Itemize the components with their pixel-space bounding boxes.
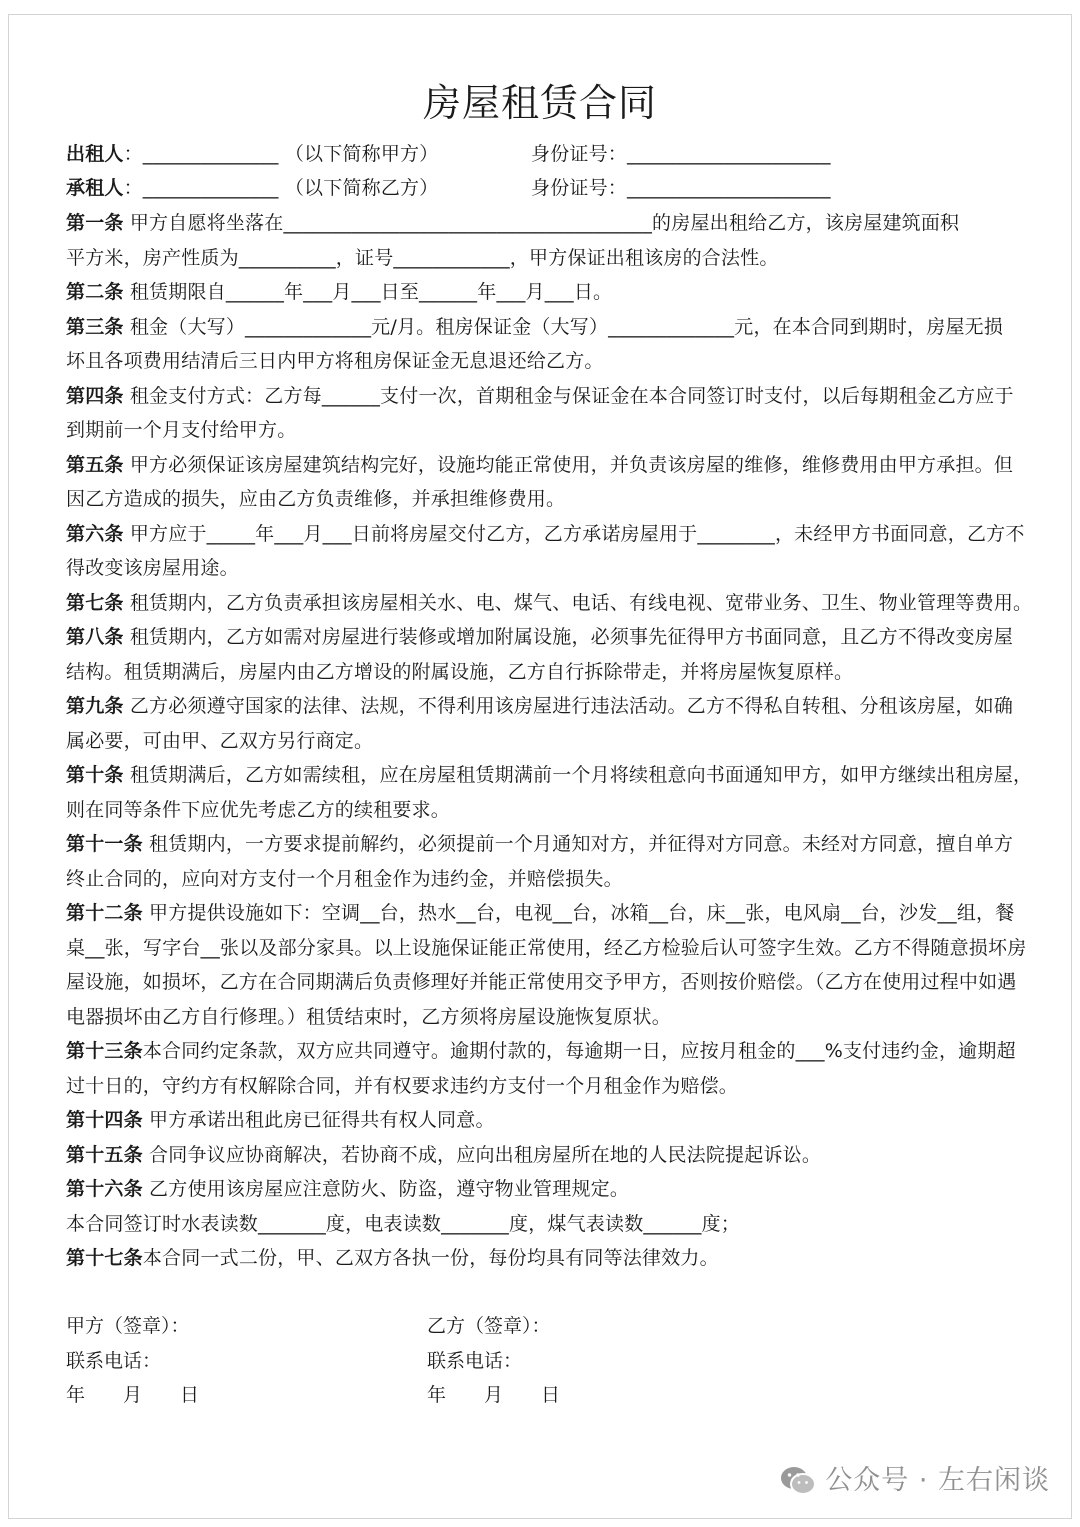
- clause-text: 租赁期内，乙方负责承担该房屋相关水、电、煤气、电话、有线电视、宽带业务、卫生、物业管理等费用。: [123, 592, 1033, 614]
- clause-number: 第二条: [66, 281, 124, 303]
- clause-line: [66, 452, 1026, 478]
- clause-continuation: [66, 348, 1026, 374]
- clause-line: [66, 521, 1026, 547]
- id-number-field: 身份证号：_____________________: [531, 177, 831, 199]
- clause-text: 乙方必须遵守国家的法律、法规，不得利用该房屋进行违法活动。乙方不得私自转租、分租该房屋，如确: [123, 695, 1014, 717]
- clause-text: 租金支付方式：乙方每______支付一次，首期租金与保证金在本合同签订时支付，以后每期租金乙方应于: [123, 385, 1014, 407]
- clause-continuation: [66, 1004, 1026, 1030]
- clause-number: 第十五条: [66, 1144, 143, 1166]
- clause-continuation: [66, 245, 1026, 271]
- clause-continuation: [66, 659, 1026, 685]
- left-signature-seal-field: 甲方（签章）：: [66, 1315, 190, 1337]
- clause-number: 第十四条: [66, 1109, 143, 1131]
- clause-line: [66, 624, 1026, 650]
- clause-continuation: [66, 935, 1026, 961]
- clause-number: 第六条: [66, 523, 124, 545]
- clause-number: 第十条: [66, 764, 124, 786]
- clause-continuation: [66, 486, 1026, 512]
- clause-text: 租金（大写）_____________元/月。租房保证金（大写）_____________元，在本合同到期时，房屋无损: [123, 316, 1004, 338]
- clause-text: 本合同约定条款，双方应共同遵守。逾期付款的，每逾期一日，应按月租金的___%支付违约金，逾期超: [142, 1040, 1016, 1062]
- clause-text: 甲方承诺出租此房已征得共有权人同意。: [142, 1109, 495, 1131]
- party-label: 出租人: [66, 143, 124, 165]
- document-title: 房屋租赁合同: [422, 81, 657, 125]
- clause-text: 租赁期限自______年___月___日至______年___月___日。: [123, 281, 613, 303]
- clause-number: 第十六条: [66, 1178, 143, 1200]
- party-label: 承租人: [66, 177, 124, 199]
- clause-line: [66, 279, 1026, 305]
- clause-number: 第三条: [66, 316, 124, 338]
- clause-line: [66, 693, 1026, 719]
- party-name-field: ：______________ （以下简称乙方）: [123, 177, 439, 199]
- clause-text: 电器损坏由乙方自行修理。）租赁结束时，乙方须将房屋设施恢复原状。: [66, 1006, 671, 1028]
- clause-continuation: [66, 728, 1026, 754]
- clause-continuation: [66, 555, 1026, 581]
- clause-text: 合同争议应协商解决，若协商不成，应向出租房屋所在地的人民法院提起诉讼。: [142, 1144, 822, 1166]
- clause-line: [66, 590, 1033, 616]
- clause-text: 平方米，房产性质为__________，证号____________，甲方保证出租该房的合法性。: [66, 247, 779, 269]
- left-date-field: 年 月 日: [66, 1384, 200, 1406]
- clause-line: [66, 762, 1033, 788]
- clause-continuation: [66, 1073, 1026, 1099]
- clause-text: 结构。租赁期满后，房屋内由乙方增设的附属设施，乙方自行拆除带走，并将房屋恢复原样。: [66, 661, 854, 683]
- id-number-field: 身份证号：_____________________: [531, 143, 831, 165]
- clause-number: 第十二条: [66, 902, 143, 924]
- clause-line: [66, 1245, 1026, 1271]
- clause-number: 第五条: [66, 454, 124, 476]
- clause-continuation: [66, 866, 1026, 892]
- clause-number: 第七条: [66, 592, 124, 614]
- clause-text: 终止合同的，应向对方支付一个月租金作为违约金，并赔偿损失。: [66, 868, 623, 890]
- clause-text: 到期前一个月支付给甲方。: [66, 419, 297, 441]
- clause-text: 得改变该房屋用途。: [66, 557, 239, 579]
- clause-line: [66, 900, 1026, 926]
- clause-line: [66, 210, 1026, 236]
- clause-continuation: [66, 797, 1026, 823]
- right-date-field: 年 月 日: [427, 1384, 561, 1406]
- party-line: [66, 175, 1026, 201]
- clause-number: 第九条: [66, 695, 124, 717]
- watermark: [779, 1464, 1050, 1498]
- clause-text: 坏且各项费用结清后三日内甲方将租房保证金无息退还给乙方。: [66, 350, 604, 372]
- clause-line: [66, 383, 1026, 409]
- clause-text: 甲方必须保证该房屋建筑结构完好，设施均能正常使用，并负责该房屋的维修，维修费用由甲方承担。但: [123, 454, 1014, 476]
- party-line: [66, 141, 1026, 167]
- clause-text: 租赁期内，乙方如需对房屋进行装修或增加附属设施，必须事先征得甲方书面同意，且乙方不得改变房屋: [123, 626, 1014, 648]
- clause-text: 桌__张，写字台__张以及部分家具。以上设施保证能正常使用，经乙方检验后认可签字生效。乙方不得随意损坏房: [66, 937, 1027, 959]
- clause-line: [66, 831, 1026, 857]
- clause-text: 甲方应于_____年___月___日前将房屋交付乙方，乙方承诺房屋用于________，未经甲方书面同意，乙方不: [123, 523, 1025, 545]
- clause-text: 租赁期内，一方要求提前解约，必须提前一个月通知对方，并征得对方同意。未经对方同意，擅自单方: [142, 833, 1014, 855]
- wechat-icon: [779, 1464, 817, 1498]
- clause-number: 第一条: [66, 212, 124, 234]
- clause-text: 则在同等条件下应优先考虑乙方的续租要求。: [66, 799, 451, 821]
- clause-text: 租赁期满后，乙方如需续租，应在房屋租赁期满前一个月将续租意向书面通知甲方，如甲方继续出租房屋，: [123, 764, 1033, 786]
- clause-text: 屋设施，如损坏，乙方在合同期满后负责修理好并能正常使用交予甲方，否则按价赔偿。（乙方在使用过程中如遇: [66, 971, 1017, 993]
- clause-continuation: [66, 969, 1026, 995]
- clause-line: [66, 1176, 1026, 1202]
- clause-text: 甲方提供设施如下：空调__台，热水__台，电视__台，冰箱__台，床__张，电风扇__台，沙发__组，餐: [142, 902, 1015, 924]
- clause-text: 本合同一式二份，甲、乙双方各执一份，每份均具有同等法律效力。: [142, 1247, 719, 1269]
- clause-line: [66, 1038, 1026, 1064]
- clause-number: 第十一条: [66, 833, 143, 855]
- clause-number: 第四条: [66, 385, 124, 407]
- right-contact-phone-field: 联系电话：: [427, 1350, 523, 1372]
- clause-number: 第八条: [66, 626, 124, 648]
- clause-number: 第十三条: [66, 1040, 143, 1062]
- clause-text: 过十日的，守约方有权解除合同，并有权要求违约方支付一个月租金作为赔偿。: [66, 1075, 739, 1097]
- left-contact-phone-field: 联系电话：: [66, 1350, 162, 1372]
- clause-text: 本合同签订时水表读数_______度，电表读数_______度，煤气表读数______度；: [66, 1213, 741, 1235]
- clause-number: 第十七条: [66, 1247, 143, 1269]
- clause-continuation: [66, 1211, 1026, 1237]
- clause-text: 甲方自愿将坐落在______________________________________的房屋出租给乙方，该房屋建筑面积: [123, 212, 960, 234]
- clause-text: 因乙方造成的损失，应由乙方负责维修，并承担维修费用。: [66, 488, 566, 510]
- clause-text: 属必要，可由甲、乙双方另行商定。: [66, 730, 374, 752]
- right-signature-seal-field: 乙方（签章）：: [427, 1315, 551, 1337]
- clause-line: [66, 1142, 1026, 1168]
- clause-text: 乙方使用该房屋应注意防火、防盗，遵守物业管理规定。: [142, 1178, 630, 1200]
- clause-continuation: [66, 417, 1026, 443]
- clause-line: [66, 1107, 1026, 1133]
- clause-line: [66, 314, 1026, 340]
- party-name-field: ：______________ （以下简称甲方）: [123, 143, 439, 165]
- watermark-text: 公众号 · 左右闲谈: [825, 1465, 1050, 1496]
